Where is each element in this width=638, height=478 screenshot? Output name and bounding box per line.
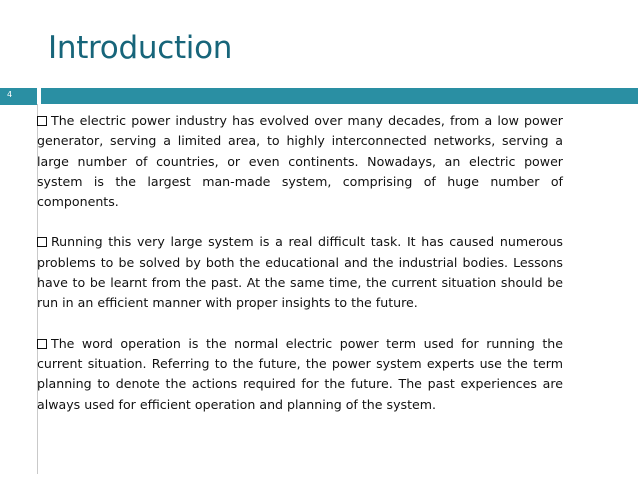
slide-number-band — [0, 88, 37, 105]
title-accent-band — [41, 88, 638, 104]
paragraph-text: The word operation is the normal electric power term used for running the current situation. Referring to the future, the power system experts use the term planning to denote the actions required for the future. The past experiences are always used for efficient operation and planning of the system. — [37, 335, 563, 412]
hollow-square-icon — [37, 237, 47, 247]
paragraph-text: Running this very large system is a real difficult task. It has caused numerous problems to be solved by both the educational and the industrial bodies. Lessons have to be learnt from the past. At the same time, the current situation should be run in an efficient manner with proper insights to the future. — [37, 234, 563, 311]
paragraph-text: The electric power industry has evolved over many decades, from a low power generator, serving a limited area, to highly interconnected networks, serving a large number of countries, or even continents. Nowadays, an electric power system is the largest man-made system, comprising of huge number of components. — [37, 113, 563, 210]
slide-number: 4 — [7, 90, 13, 99]
bullet-paragraph-1 — [37, 111, 563, 212]
hollow-square-icon — [37, 339, 47, 349]
bullet-paragraph-2 — [37, 232, 563, 313]
slide-body — [37, 111, 563, 435]
hollow-square-icon — [37, 116, 47, 126]
slide-title: Introduction — [48, 30, 233, 66]
bullet-paragraph-3 — [37, 334, 563, 415]
